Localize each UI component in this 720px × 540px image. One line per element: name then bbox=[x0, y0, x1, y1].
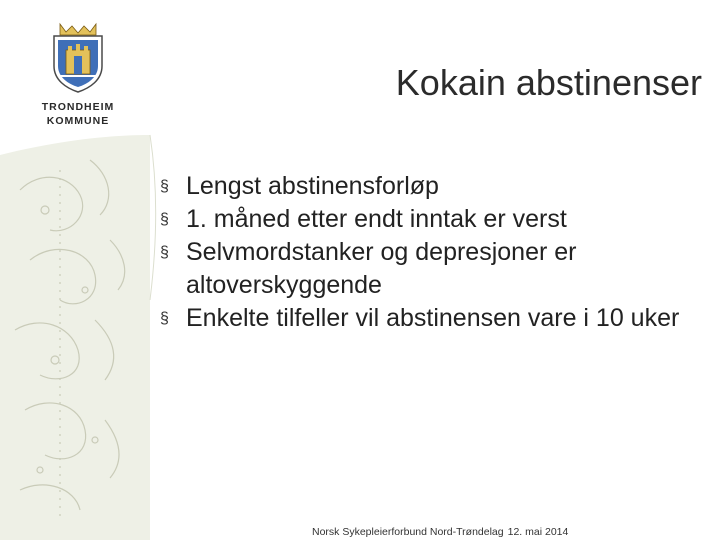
bullet-item bbox=[160, 236, 708, 302]
bullet-text: Enkelte tilfeller vil abstinensen vare i 10 uker bbox=[186, 304, 680, 332]
bullet-marker-icon: § bbox=[160, 244, 169, 261]
logo bbox=[28, 20, 128, 135]
bullet-text: 1. måned etter endt inntak er verst bbox=[186, 205, 567, 233]
bullet-marker-icon: § bbox=[160, 310, 169, 327]
bullet-text: Lengst abstinensforløp bbox=[186, 172, 439, 200]
bullet-list bbox=[160, 170, 708, 335]
coat-of-arms-icon bbox=[50, 20, 106, 94]
slide-title: Kokain abstinenser bbox=[395, 62, 702, 103]
footer-organization: Norsk Sykepleierforbund Nord-Trøndelag bbox=[312, 526, 504, 538]
bullet-marker-icon: § bbox=[160, 178, 169, 195]
bullet-item bbox=[160, 170, 708, 203]
logo-line-2: KOMMUNE bbox=[46, 115, 110, 127]
bullet-item bbox=[160, 203, 708, 236]
logo-wordmark bbox=[28, 100, 128, 128]
bullet-text: Selvmordstanker og depresjoner er altoverskyggende bbox=[186, 238, 577, 299]
bullet-marker-icon: § bbox=[160, 211, 169, 228]
bullet-item bbox=[160, 302, 708, 335]
logo-line-1: TRONDHEIM bbox=[41, 101, 115, 113]
footer-date: 12. mai 2014 bbox=[507, 526, 569, 538]
footer bbox=[312, 526, 568, 538]
